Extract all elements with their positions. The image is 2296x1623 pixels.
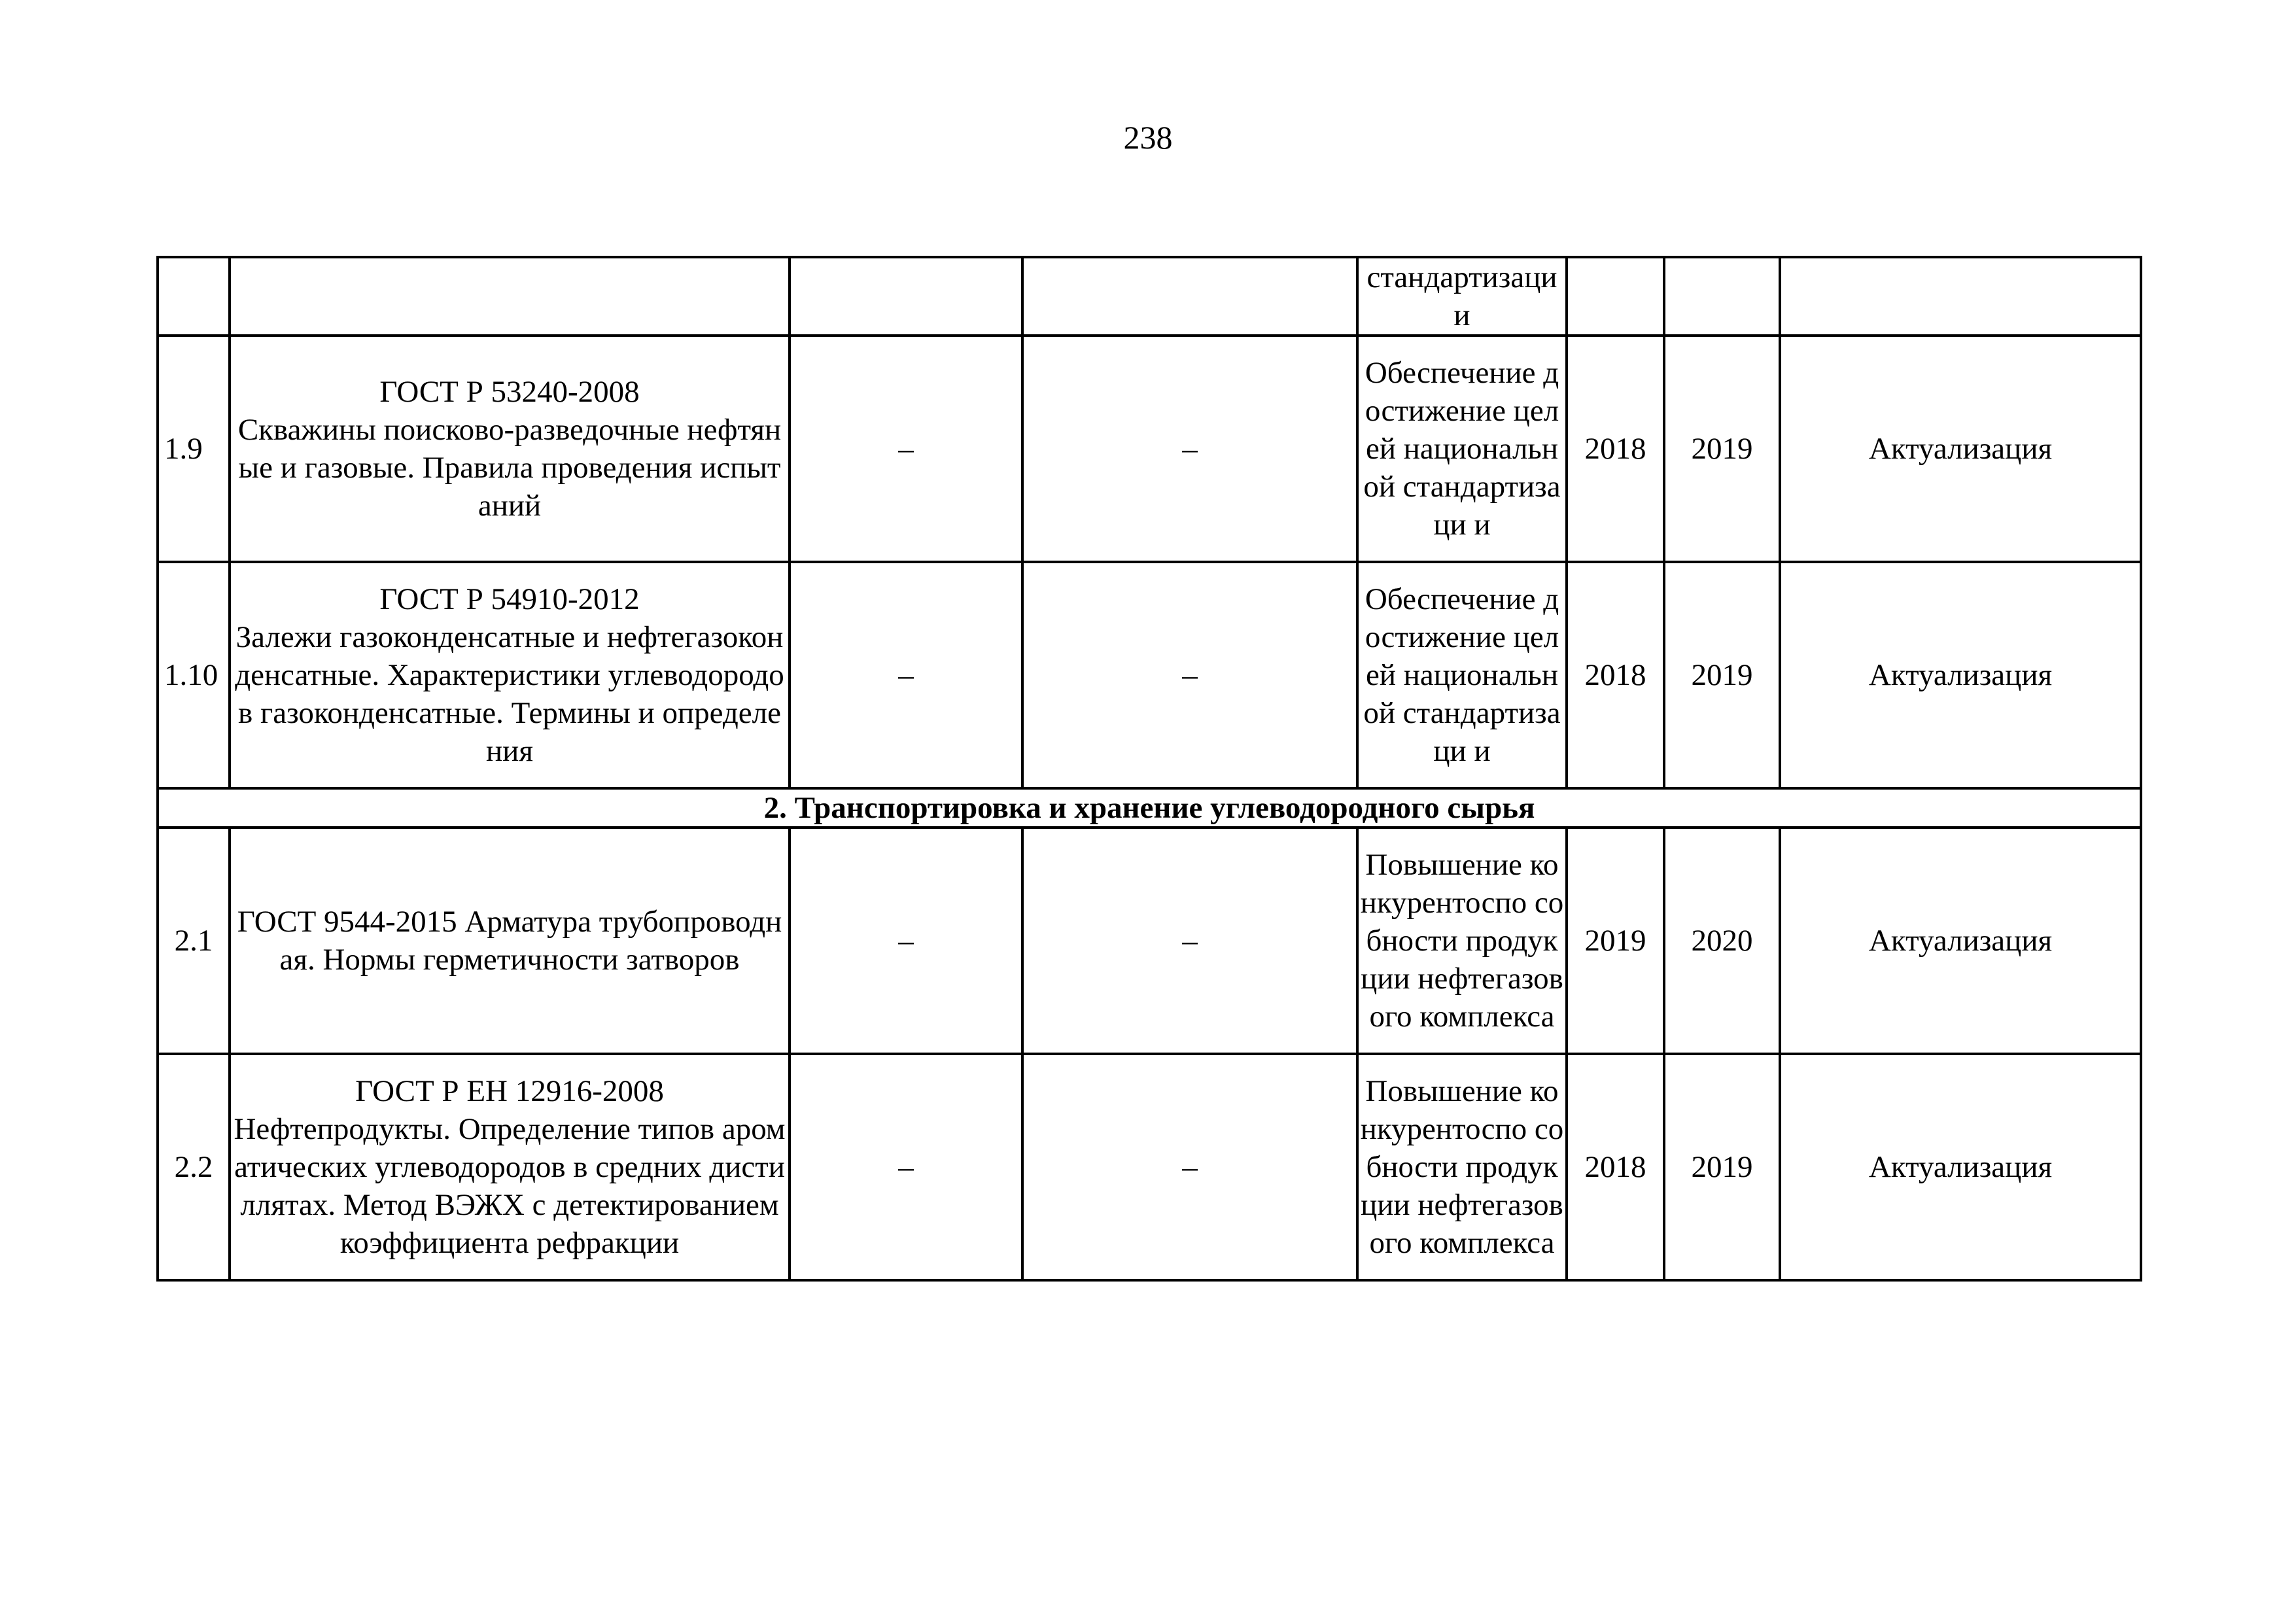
cell-purpose: Повышение конкурентоспо собности продукции нефтегазового комплекса (1357, 828, 1567, 1054)
cell-purpose: Обеспечение достижение целей национальной стандартизаци и (1357, 336, 1567, 562)
cell-col3: – (790, 562, 1022, 788)
table-row (158, 562, 2141, 788)
cell-purpose: Обеспечение достижение целей национальной стандартизаци и (1357, 562, 1567, 788)
cell-col3: – (790, 336, 1022, 562)
cell-num: 1.10 (158, 562, 230, 788)
cell-year-start: 2019 (1567, 828, 1664, 1054)
section-row (158, 788, 2141, 828)
cell-action (1780, 257, 2141, 336)
cell-purpose: Повышение конкурентоспо собности продукции нефтегазового комплекса (1357, 1054, 1567, 1280)
standards-table (156, 256, 2142, 1282)
cell-year-start (1567, 257, 1664, 336)
cell-year-end: 2020 (1664, 828, 1780, 1054)
table-row (158, 336, 2141, 562)
cell-document (230, 1054, 790, 1280)
cell-document (230, 257, 790, 336)
page-number: 238 (1123, 119, 1173, 156)
cell-col3: – (790, 828, 1022, 1054)
table-row (158, 1054, 2141, 1280)
cell-col4: – (1022, 1054, 1357, 1280)
cell-num: 2.2 (158, 1054, 230, 1280)
section-title: 2. Транспортировка и хранение углеводородного сырья (158, 788, 2141, 828)
cell-num (158, 257, 230, 336)
doc-title: Залежи газоконденсатные и нефтегазоконденсатные. Характеристики углеводородов газоконденсатные. Термины и определения (235, 620, 784, 768)
purpose-text: стандартизаци и (1366, 260, 1557, 332)
cell-document (230, 336, 790, 562)
doc-title: ГОСТ 9544-2015 Арматура трубопроводная. Нормы герметичности затворов (237, 905, 782, 977)
table-row (158, 828, 2141, 1054)
doc-code: ГОСТ Р 53240-2008 (379, 375, 640, 409)
cell-col4: – (1022, 562, 1357, 788)
cell-col3 (790, 257, 1022, 336)
cell-action: Актуализация (1780, 1054, 2141, 1280)
cell-purpose (1357, 257, 1567, 336)
cell-col4: – (1022, 828, 1357, 1054)
cell-year-end: 2019 (1664, 1054, 1780, 1280)
cell-year-start: 2018 (1567, 1054, 1664, 1280)
cell-year-end: 2019 (1664, 562, 1780, 788)
cell-col3: – (790, 1054, 1022, 1280)
doc-code: ГОСТ Р 54910-2012 (379, 582, 640, 616)
cell-action: Актуализация (1780, 336, 2141, 562)
doc-code: ГОСТ Р ЕН 12916-2008 (355, 1074, 664, 1108)
cell-year-start: 2018 (1567, 562, 1664, 788)
doc-title: Нефтепродукты. Определение типов ароматических углеводородов в средних дистиллятах. Метод ВЭЖХ с детектированием коэффициента рефракции (234, 1112, 786, 1260)
cell-action: Актуализация (1780, 828, 2141, 1054)
table-row-continuation (158, 257, 2141, 336)
cell-num: 2.1 (158, 828, 230, 1054)
cell-document (230, 562, 790, 788)
cell-year-start: 2018 (1567, 336, 1664, 562)
cell-year-end: 2019 (1664, 336, 1780, 562)
cell-col4 (1022, 257, 1357, 336)
cell-document (230, 828, 790, 1054)
doc-title: Скважины поисково-разведочные нефтяные и газовые. Правила проведения испытаний (237, 413, 782, 523)
cell-col4: – (1022, 336, 1357, 562)
cell-year-end (1664, 257, 1780, 336)
cell-action: Актуализация (1780, 562, 2141, 788)
cell-num: 1.9 (158, 336, 230, 562)
